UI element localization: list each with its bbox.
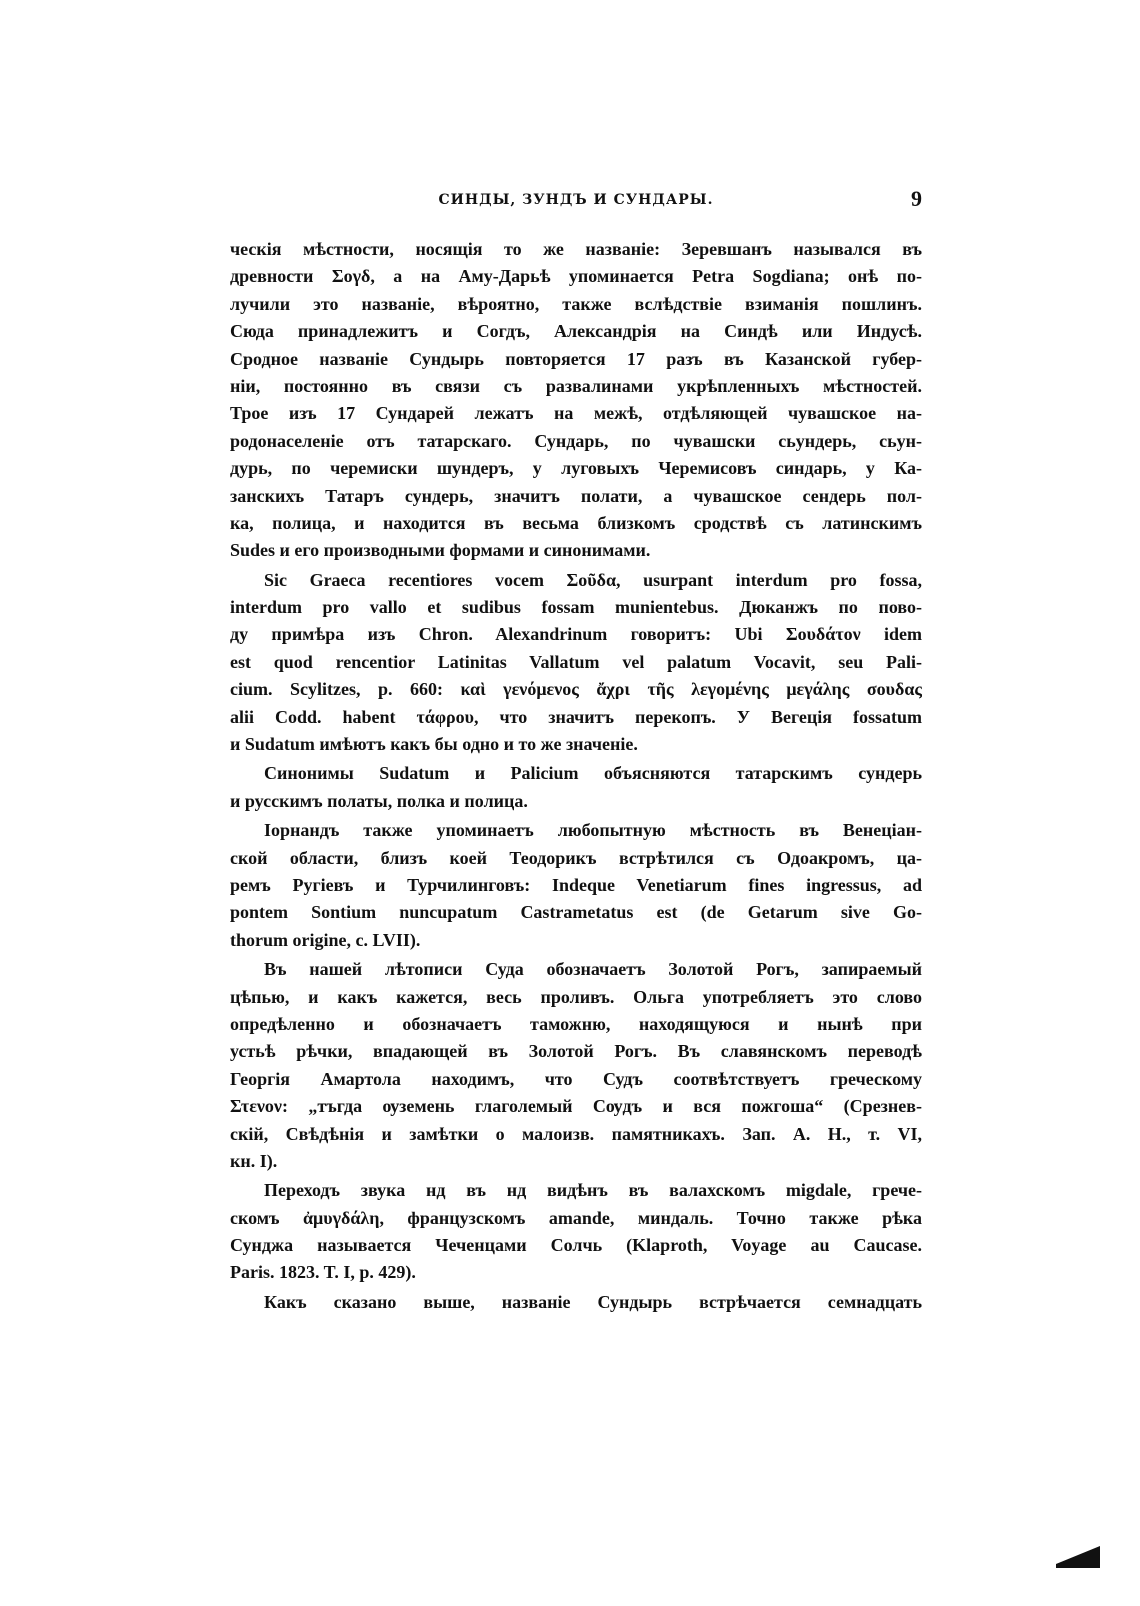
text-line: alii Codd. habent τάφρου, что значитъ перекопъ. У Вегеція fossatum xyxy=(230,706,922,727)
page-number: 9 xyxy=(911,186,922,211)
text-line: Переходъ звука нд въ нд видѣнъ въ валахскомъ migdale, грече- xyxy=(264,1180,922,1201)
text-line: и русскимъ полаты, полка и полица. xyxy=(230,790,528,811)
text-line: Въ нашей лѣтописи Суда обозначаетъ Золотой Рогъ, запираемый xyxy=(264,959,922,980)
text-line: thorum origine, c. LVII). xyxy=(230,929,421,950)
text-line: Сродное названіе Сундырь повторяется 17 разъ въ Казанской губер- xyxy=(230,348,922,369)
text-line: цѣпью, и какъ кажется, весь проливъ. Ольга употребляетъ это слово xyxy=(230,986,922,1007)
text-line: est quod rencentior Latinitas Vallatum vel palatum Vocavit, seu Pali- xyxy=(230,651,922,672)
text-line: Трое изъ 17 Сундарей лежатъ на межѣ, отдѣляющей чувашское на- xyxy=(230,403,922,424)
body-text xyxy=(230,236,922,1316)
text-line: Какъ сказано выше, названіе Сундырь встрѣчается семнадцать xyxy=(264,1291,922,1312)
text-line: Сунджа называется Чеченцами Солчь (Klaproth, Voyage au Caucase. xyxy=(230,1235,922,1256)
text-line: cium. Scylitzes, p. 660: καὶ γενόμενος ἄχρι τῆς λεγομένης μεγάλης σουδας xyxy=(230,679,922,700)
text-line: древности Σογδ, а на Аму-Дарьѣ упоминается Petra Sogdiana; онѣ по- xyxy=(230,266,922,287)
running-title: СИНДЫ, ЗУНДЪ И СУНДАРЫ. xyxy=(438,192,714,208)
text-line: Στενον: „тъгда ѹземень глаголемый Сѹдъ и вся пожгоша“ (Срезнев- xyxy=(230,1096,922,1117)
text-line: Іорнандъ также упоминаетъ любопытную мѣстность въ Венеціан- xyxy=(264,820,922,841)
text-line: ремъ Ругіевъ и Турчилинговъ: Indeque Venetiarum fines ingressus, ad xyxy=(230,874,922,895)
text-line: Сюда принадлежитъ и Согдъ, Александрія на Синдѣ или Индусѣ. xyxy=(230,321,922,342)
text-line: устьѣ рѣчки, впадающей въ Золотой Рогъ. Въ славянскомъ переводѣ xyxy=(230,1041,922,1062)
text-line: дурь, по черемиски шундеръ, у луговыхъ Черемисовъ синдарь, у Ка- xyxy=(230,458,922,479)
text-line: pontem Sontium nuncupatum Castrametatus est (de Getarum sive Go- xyxy=(230,902,922,923)
text-line: interdum pro vallo et sudibus fossam munientebus. Дюканжъ по пово- xyxy=(230,597,922,618)
text-line: родонаселеніе отъ татарскаго. Сундарь, по чувашски сьундерь, сьун- xyxy=(230,430,922,451)
text-line: скій, Свѣдѣнія и замѣтки о малоизв. памятникахъ. Зап. А. Н., т. VI, xyxy=(230,1123,922,1144)
text-line: Sic Graeca recentiores vocem Σοῦδα, usurpant interdum pro fossa, xyxy=(264,569,922,590)
text-line: Paris. 1823. T. I, p. 429). xyxy=(230,1262,416,1283)
text-line: опредѣленно и обозначаетъ таможню, находящуюся и нынѣ при xyxy=(230,1013,922,1034)
text-line: скомъ ἀμυγδάλη, французскомъ amande, миндаль. Точно также рѣка xyxy=(230,1207,922,1228)
text-line: Sudes и его производными формами и синонимами. xyxy=(230,540,651,561)
text-line: ніи, постоянно въ связи съ развалинами укрѣпленныхъ мѣстностей. xyxy=(230,375,922,396)
text-line: кн. I). xyxy=(230,1150,278,1171)
text-line: ка, полица, и находится въ весьма близкомъ сродствѣ съ латинскимъ xyxy=(230,512,922,533)
text-line: ческія мѣстности, носящія то же названіе: Зеревшанъ назывался въ xyxy=(230,239,922,259)
text-line: ской области, близъ коей Теодорикъ встрѣтился съ Одоакромъ, ца- xyxy=(230,847,922,868)
page-header xyxy=(230,186,922,216)
text-line: занскихъ Татаръ сундерь, значитъ полати, а чувашское сендерь пол- xyxy=(230,485,922,506)
text-line: Георгія Амартола находимъ, что Судъ соотвѣтствуетъ греческому xyxy=(230,1068,922,1089)
text-line: лучили это названіе, вѣроятно, также вслѣдствіе взиманія пошлинъ. xyxy=(230,293,922,314)
text-line: ду примѣра изъ Chron. Alexandrinum говоритъ: Ubi Σουδάτον idem xyxy=(230,624,922,645)
corner-mark-icon xyxy=(1056,1546,1100,1568)
text-line: и Sudatum имѣютъ какъ бы одно и то же значеніе. xyxy=(230,734,638,755)
text-line: Синонимы Sudatum и Palicium объясняются татарскимъ сундерь xyxy=(264,763,922,784)
